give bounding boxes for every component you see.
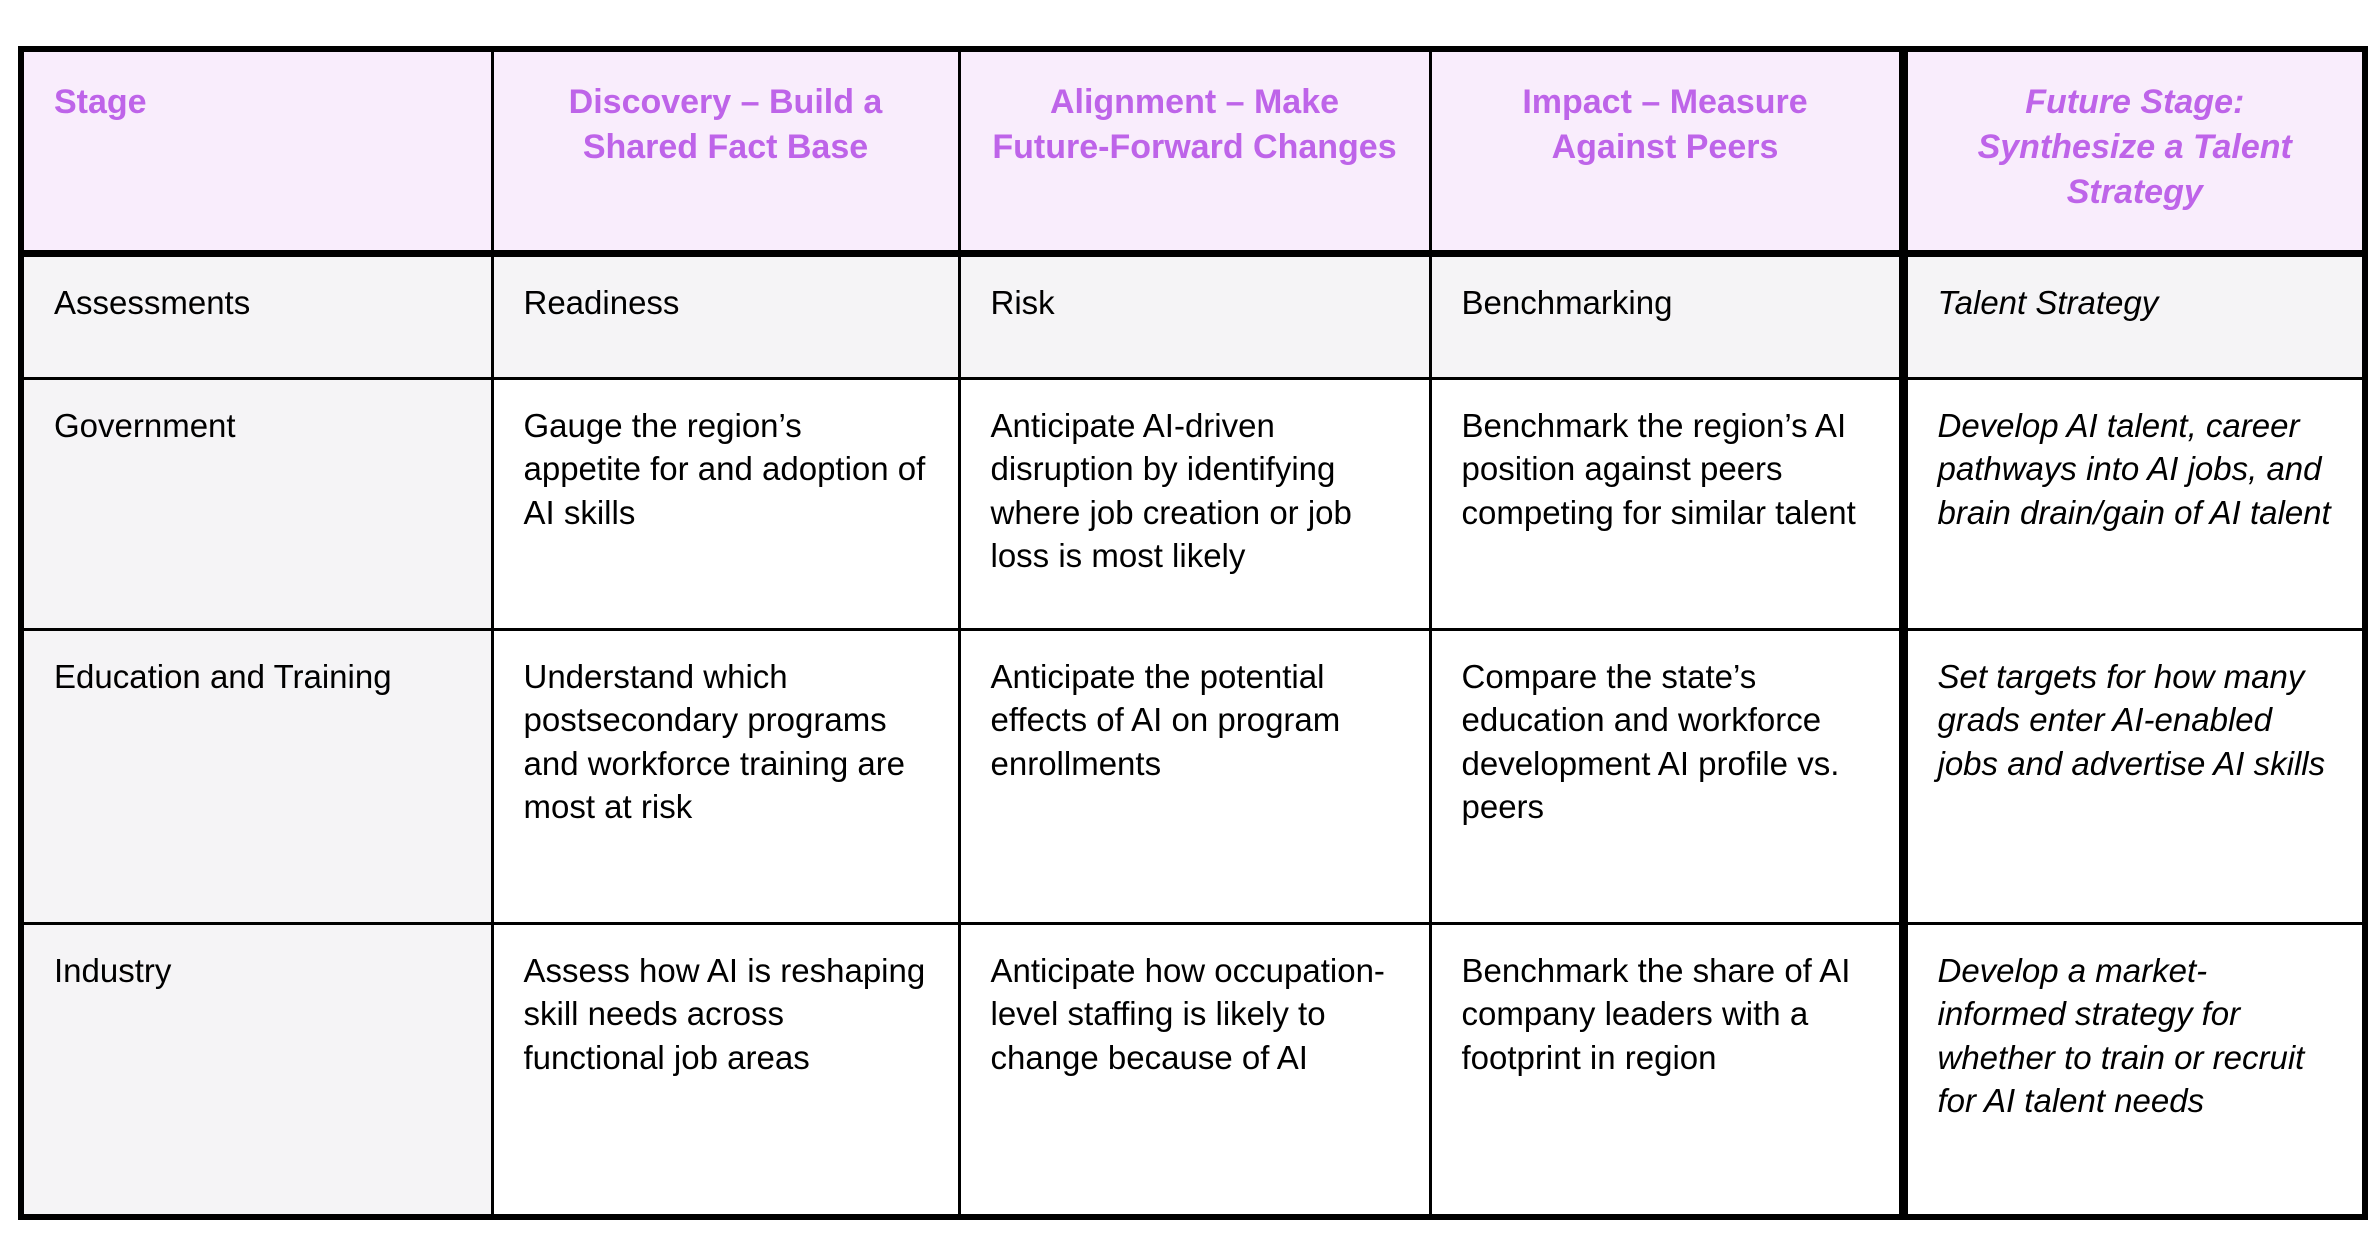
cell-government-benchmarking: Benchmark the region’s AI position against peers competing for similar talent	[1430, 378, 1903, 629]
cell-assessments-talent-strategy: Talent Strategy	[1903, 253, 2365, 378]
cell-education-risk: Anticipate the potential effects of AI on program enrollments	[959, 629, 1430, 923]
cell-industry-risk: Anticipate how occupation-level staffing is likely to change because of AI	[959, 923, 1430, 1217]
cell-education-readiness: Understand which postsecondary programs and workforce training are most at risk	[492, 629, 959, 923]
cell-government-talent-strategy: Develop AI talent, career pathways into AI jobs, and brain drain/gain of AI talent	[1903, 378, 2365, 629]
row-assessments	[21, 253, 2365, 378]
cell-industry-benchmarking: Benchmark the share of AI company leaders with a footprint in region	[1430, 923, 1903, 1217]
cell-government-readiness: Gauge the region’s appetite for and adoption of AI skills	[492, 378, 959, 629]
cell-industry-talent-strategy: Develop a market-informed strategy for whether to train or recruit for AI talent needs	[1903, 923, 2365, 1217]
header-col-stage: Stage	[21, 49, 492, 253]
cell-education-talent-strategy: Set targets for how many grads enter AI-enabled jobs and advertise AI skills	[1903, 629, 2365, 923]
row-label-assessments: Assessments	[21, 253, 492, 378]
cell-education-benchmarking: Compare the state’s education and workforce development AI profile vs. peers	[1430, 629, 1903, 923]
row-label-education-training: Education and Training	[21, 629, 492, 923]
cell-industry-readiness: Assess how AI is reshaping skill needs across functional job areas	[492, 923, 959, 1217]
header-col-alignment: Alignment – Make Future-Forward Changes	[959, 49, 1430, 253]
cell-assessments-readiness: Readiness	[492, 253, 959, 378]
row-government	[21, 378, 2365, 629]
row-label-industry: Industry	[21, 923, 492, 1217]
row-education-training	[21, 629, 2365, 923]
cell-government-risk: Anticipate AI-driven disruption by identifying where job creation or job loss is most likely	[959, 378, 1430, 629]
row-industry	[21, 923, 2365, 1217]
header-col-impact: Impact – Measure Against Peers	[1430, 49, 1903, 253]
header-col-future-stage: Future Stage: Synthesize a Talent Strategy	[1903, 49, 2365, 253]
row-label-government: Government	[21, 378, 492, 629]
table-header-row	[21, 49, 2365, 253]
cell-assessments-benchmarking: Benchmarking	[1430, 253, 1903, 378]
stage-assessment-table	[18, 46, 2368, 1220]
header-col-discovery: Discovery – Build a Shared Fact Base	[492, 49, 959, 253]
cell-assessments-risk: Risk	[959, 253, 1430, 378]
